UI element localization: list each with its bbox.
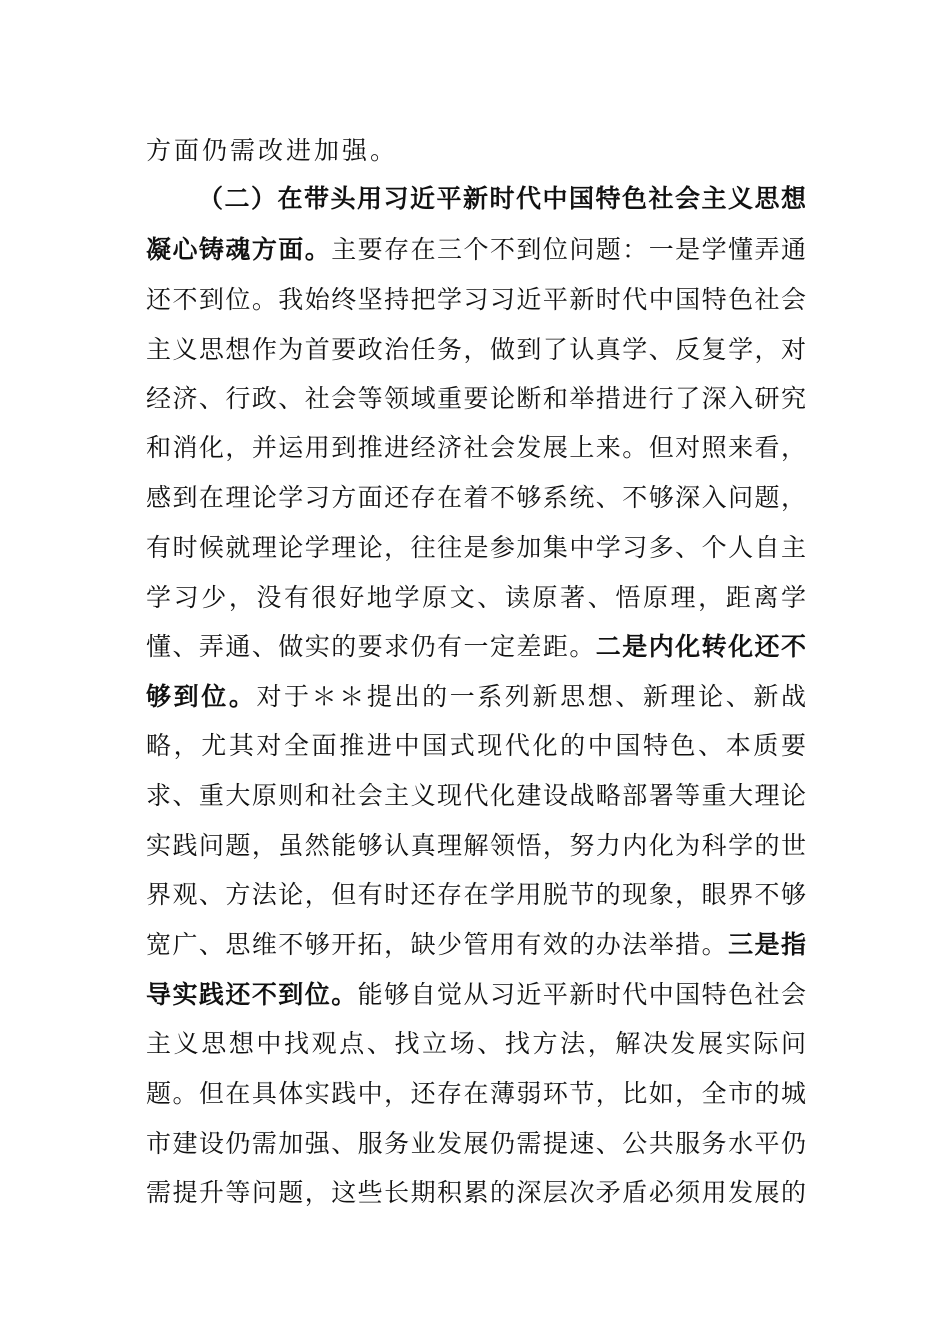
text-line — [146, 1124, 806, 1164]
bold-text-segment: 够到位。 — [146, 682, 257, 711]
text-line — [146, 379, 806, 419]
bold-text-segment: 导实践还不到位。 — [146, 980, 358, 1009]
text-line — [146, 826, 806, 866]
text-line — [146, 428, 806, 468]
text-segment: 还不到位。我始终坚持把学习习近平新时代中国特色社会 — [146, 285, 806, 314]
bold-text-segment: 凝心铸魂方面。 — [146, 235, 332, 264]
text-segment: 能够自觉从习近平新时代中国特色社会 — [357, 980, 806, 1009]
text-line — [146, 1024, 806, 1064]
text-segment: 感到在理论学习方面还存在着不够系统、不够深入问题， — [146, 483, 806, 512]
text-line — [146, 330, 806, 370]
text-line — [146, 528, 806, 568]
text-segment: 实践问题，虽然能够认真理解领悟，努力内化为科学的世 — [146, 831, 806, 860]
text-segment: 学习少，没有很好地学原文、读原著、悟原理，距离学 — [146, 583, 806, 612]
text-segment: 界观、方法论，但有时还存在学用脱节的现象，眼界不够 — [146, 880, 806, 909]
text-line — [198, 179, 806, 219]
text-segment: 题。但在具体实践中，还存在薄弱环节，比如，全市的城 — [146, 1079, 806, 1108]
text-segment: 懂、弄通、做实的要求仍有一定差距。 — [146, 632, 596, 661]
text-segment: 主要存在三个不到位问题：一是学懂弄通 — [331, 235, 806, 264]
bold-text-segment: 二是内化转化还不 — [595, 632, 806, 661]
text-line — [146, 280, 806, 320]
text-line — [146, 1173, 806, 1213]
text-segment: 主义思想中找观点、找立场、找方法，解决发展实际问 — [146, 1029, 806, 1058]
text-line — [146, 131, 806, 171]
text-line — [146, 230, 806, 270]
text-segment: 方面仍需改进加强。 — [146, 136, 399, 165]
text-line — [146, 975, 806, 1015]
text-segment: 略，尤其对全面推进中国式现代化的中国特色、本质要 — [146, 731, 806, 760]
text-line — [146, 478, 806, 518]
bold-text-segment: 三是指 — [728, 930, 806, 959]
text-segment: 需提升等问题，这些长期积累的深层次矛盾必须用发展的 — [146, 1178, 806, 1207]
text-line — [146, 627, 806, 667]
text-segment: 对于＊＊提出的一系列新思想、新理论、新战 — [256, 682, 806, 711]
text-line — [146, 1074, 806, 1114]
text-line — [146, 677, 806, 717]
text-segment: 市建设仍需加强、服务业发展仍需提速、公共服务水平仍 — [146, 1129, 806, 1158]
text-line — [146, 776, 806, 816]
text-segment: 和消化，并运用到推进经济社会发展上来。但对照来看， — [146, 433, 806, 462]
bold-text-segment: （二）在带头用习近平新时代中国特色社会主义思想 — [198, 184, 806, 213]
text-line — [146, 726, 806, 766]
text-line — [146, 578, 806, 618]
text-segment: 宽广、思维不够开拓，缺少管用有效的办法举措。 — [146, 930, 729, 959]
text-segment: 有时候就理论学理论，往往是参加集中学习多、个人自主 — [146, 533, 806, 562]
text-segment: 主义思想作为首要政治任务，做到了认真学、反复学，对 — [146, 335, 806, 364]
text-segment: 经济、行政、社会等领域重要论断和举措进行了深入研究 — [146, 384, 806, 413]
text-segment: 求、重大原则和社会主义现代化建设战略部署等重大理论 — [146, 781, 806, 810]
text-line — [146, 925, 806, 965]
text-line — [146, 875, 806, 915]
